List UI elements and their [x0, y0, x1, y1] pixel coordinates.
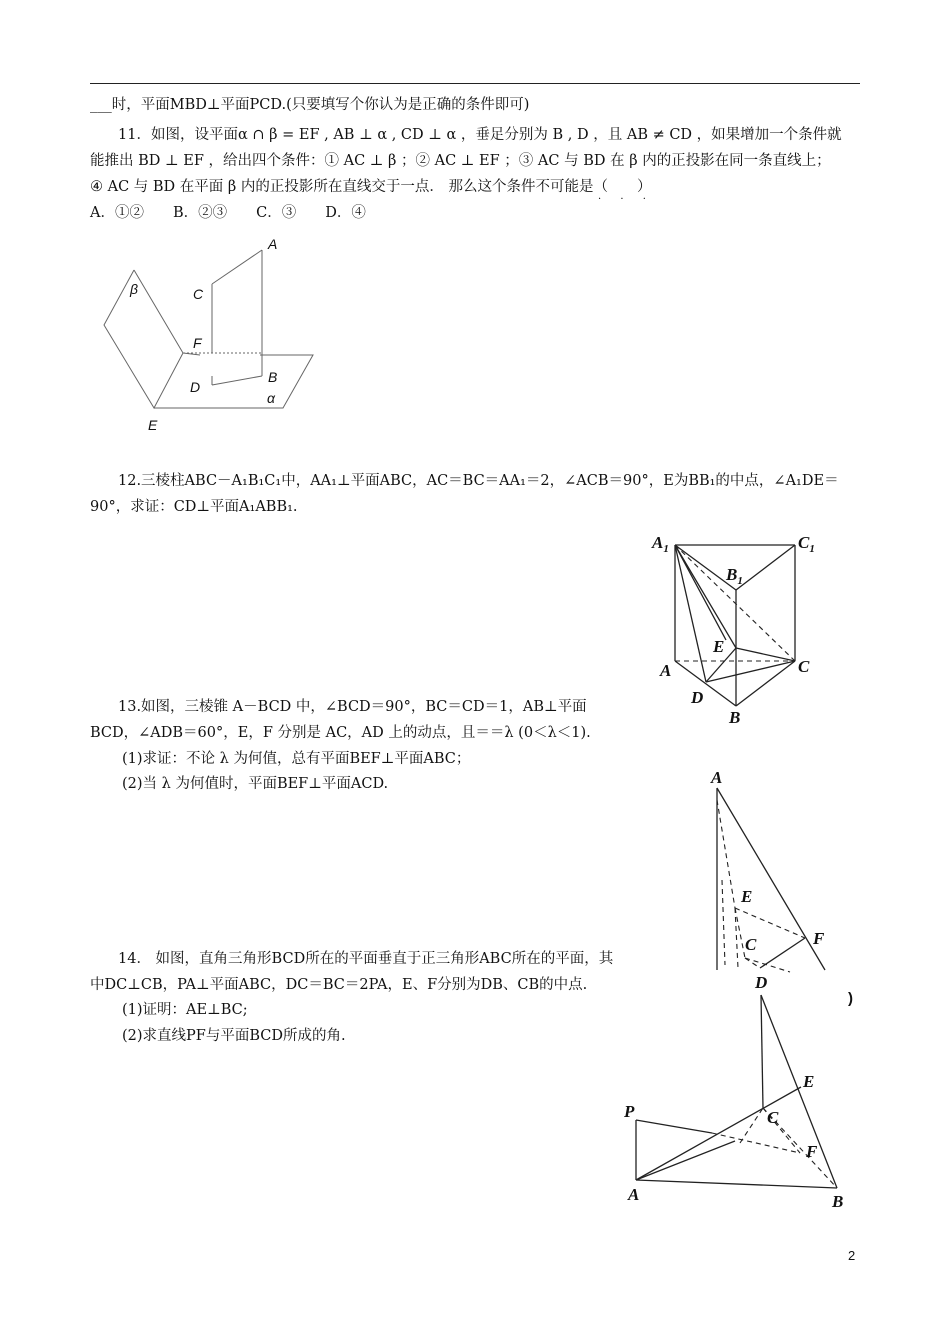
- fig12-label-A1: $A_1$: [652, 533, 669, 555]
- q14-part-1: (1)证明：AE⊥BC;: [122, 1002, 248, 1018]
- fig12-label-E: E: [713, 637, 725, 656]
- fig12-label-C: C: [798, 657, 810, 676]
- fig11-label-beta: β: [130, 281, 138, 297]
- q13-line-1: 13.如图，三棱锥 A－BCD 中，∠BCD＝90°，BC＝CD＝1，AB⊥平面: [118, 699, 587, 715]
- emphasis-dots: · · ·: [598, 194, 654, 205]
- fig11-label-E: E: [148, 417, 158, 433]
- fig13-label-F: F: [813, 929, 825, 948]
- fig14-label-F: F: [806, 1142, 818, 1161]
- fig13-label-A: A: [711, 768, 723, 787]
- page-number: 2: [848, 1248, 856, 1263]
- fig11-label-C: C: [193, 286, 204, 302]
- fig13-label-C: C: [745, 935, 757, 954]
- q12-line-1: 12.三棱柱ABC－A₁B₁C₁中，AA₁⊥平面ABC，AC＝BC＝AA₁＝2，∠ACB＝90°，E为BB₁的中点，∠A₁DE＝: [118, 473, 839, 489]
- fig13-label-E: E: [741, 887, 753, 906]
- fig14-label-C: C: [767, 1108, 779, 1127]
- fig12-label-B1: $B_1$: [726, 565, 743, 587]
- q11-line-2: 能推出 BD ⊥ EF ，给出四个条件：① AC ⊥ β ；② AC ⊥ EF ；③ AC 与 BD 在 β 内的正投影在同一条直线上；: [90, 153, 831, 169]
- fig12-label-B: B: [729, 708, 741, 727]
- q13-part-1: (1)求证：不论 λ 为何值，总有平面BEF⊥平面ABC；: [122, 751, 471, 767]
- q13-part-2: (2)当 λ 为何值时，平面BEF⊥平面ACD.: [122, 776, 389, 792]
- stray-paren: ): [848, 990, 853, 1007]
- fig14-label-D: D: [755, 973, 768, 992]
- q14-part-2: (2)求直线PF与平面BCD所成的角.: [122, 1028, 346, 1044]
- q11-line-1: 11．如图，设平面α ∩ β = EF , AB ⊥ α , CD ⊥ α ，垂足分别为 B , D ，且 AB ≠ CD ，如果增加一个条件就: [118, 127, 842, 143]
- text-line-fill-blank: ___时，平面MBD⊥平面PCD.(只要填写个你认为是正确的条件即可): [90, 97, 530, 113]
- q13-line-2: BCD，∠ADB＝60°，E，F 分别是 AC，AD 上的动点，且＝＝λ (0＜λ＜1).: [90, 725, 591, 741]
- fig14-label-A: A: [628, 1185, 640, 1204]
- fig11-label-D: D: [190, 379, 201, 395]
- q12-line-2: 90°，求证：CD⊥平面A₁ABB₁.: [90, 499, 298, 515]
- fig14-label-B: B: [832, 1192, 844, 1211]
- fig12-label-C1: $C_1$: [798, 533, 815, 555]
- fig12-label-D: D: [691, 688, 704, 707]
- q14-line-2: 中DC⊥CB，PA⊥平面ABC，DC＝BC＝2PA，E、F分别为DB、CB的中点.: [90, 977, 588, 993]
- fig14-label-E: E: [803, 1072, 815, 1091]
- fig12-label-A: A: [660, 661, 672, 680]
- fig11-label-F: F: [193, 335, 202, 351]
- fig11-label-A: A: [268, 236, 278, 252]
- fig11-label-alpha: α: [267, 390, 275, 406]
- q14-line-1: 14． 如图，直角三角形BCD所在的平面垂直于正三角形ABC所在的平面，其: [118, 951, 614, 967]
- q11-line-3: ④ AC 与 BD 在平面 β 内的正投影所在直线交于一点． 那么这个条件不可能是（ ）: [90, 179, 652, 195]
- fig14-label-P: P: [624, 1102, 635, 1121]
- fig11-label-B: B: [268, 369, 278, 385]
- q11-options: A．①② B．②③ C．③ D．④: [90, 205, 366, 221]
